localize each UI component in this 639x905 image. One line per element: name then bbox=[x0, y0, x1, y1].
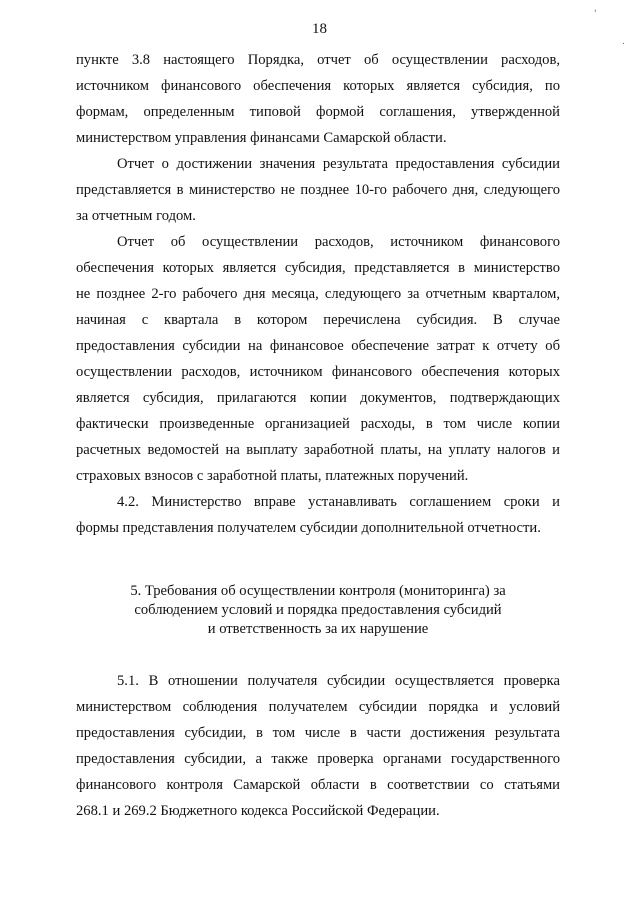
text-line: является субсидия, прилагаются копии документов, подтверждающих bbox=[76, 390, 560, 406]
text-line: пункте 3.8 настоящего Порядка, отчет об осуществлении расходов, bbox=[76, 52, 560, 68]
text-line: обеспечения которых является субсидия, представляется в министерство bbox=[76, 260, 560, 276]
text-line: финансового контроля Самарской области в соответствии со статьями bbox=[76, 777, 560, 793]
text-line: министерством управления финансами Самарской области. bbox=[76, 130, 447, 146]
text-line: расчетных ведомостей на выплату заработной платы, на уплату налогов и bbox=[76, 442, 560, 458]
section-heading-line: и ответственность за их нарушение bbox=[207, 621, 429, 637]
text-line: за отчетным годом. bbox=[76, 208, 196, 224]
text-line: 5.1. В отношении получателя субсидии осуществляется проверка bbox=[117, 673, 560, 689]
text-line: начиная с квартала в котором перечислена субсидия. В случае bbox=[76, 312, 560, 328]
text-line: предоставления субсидии, а также проверка органами государственного bbox=[76, 751, 560, 767]
scan-mark: ' bbox=[594, 9, 597, 19]
text-line: страховых взносов с заработной платы, платежных поручений. bbox=[76, 468, 469, 484]
text-line: не позднее 2-го рабочего дня месяца, следующего за отчетным кварталом, bbox=[76, 286, 560, 302]
text-line: источником финансового обеспечения которых является субсидия, по bbox=[76, 78, 560, 94]
scan-mark: . bbox=[622, 37, 625, 47]
text-line: Отчет о достижении значения результата предоставления субсидии bbox=[117, 156, 560, 172]
text-line: осуществлении расходов, источником финансового обеспечения которых bbox=[76, 364, 560, 380]
text-line: предоставления субсидии, в том числе в части достижения результата bbox=[76, 725, 560, 741]
text-line: формам, определенным типовой формой соглашения, утвержденной bbox=[76, 104, 560, 120]
text-line: фактически произведенные организацией расходы, в том числе копии bbox=[76, 416, 560, 432]
text-line: 268.1 и 269.2 Бюджетного кодекса Российской Федерации. bbox=[76, 803, 440, 819]
text-line: 4.2. Министерство вправе устанавливать соглашением сроки и bbox=[117, 494, 560, 510]
text-line: предоставления субсидии на финансовое обеспечение затрат к отчету об bbox=[76, 338, 560, 354]
section-heading-line: соблюдением условий и порядка предоставления субсидий bbox=[134, 602, 502, 618]
text-line: Отчет об осуществлении расходов, источником финансового bbox=[117, 234, 560, 250]
text-line: представляется в министерство не позднее 10-го рабочего дня, следующего bbox=[76, 182, 560, 198]
text-line: формы представления получателем субсидии дополнительной отчетности. bbox=[76, 520, 541, 536]
section-heading-line: 5. Требования об осуществлении контроля (мониторинга) за bbox=[130, 583, 506, 599]
page-number: 18 bbox=[312, 21, 327, 37]
text-line: министерством соблюдения получателем субсидии порядка и условий bbox=[76, 699, 560, 715]
